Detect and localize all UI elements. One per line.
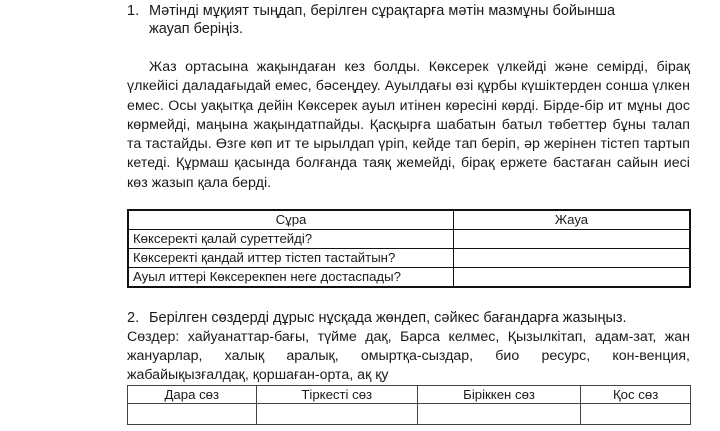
paired-word-column-header: Қос сөз [581,386,691,404]
answer-column-header: Жауа [454,210,691,230]
answer-cell[interactable] [454,249,691,268]
answer-cell[interactable] [417,404,580,425]
task-1-heading-line-1: Мәтінді мұқият тыңдап, берілген сұрақтарға мәтін мазмұны бойынша [149,3,616,19]
question-cell: Ауыл иттері Көксерекпен неге достаспады? [128,268,454,288]
question-cell: Көксеректі қалай суреттейді? [128,230,454,249]
compound-word-column-header: Біріккен сөз [417,386,580,404]
task-1-number: 1. [127,3,140,19]
table-header-row [128,386,691,404]
table-row [128,230,690,249]
word-list: Сөздер: хайуанаттар-бағы, түйме дақ, Барса келмес, Қызылкітап, адам-зат, жан жануарлар, халық аралық, омыртқа-сыздар, био ресурс, кон-венция, жабайықызғалдақ, қоршаған-орта, ақ қу [127,329,690,384]
task-1-heading-line-2: жауап беріңіз. [149,21,244,37]
question-answer-table [127,209,691,288]
question-column-header: Сұра [128,210,454,230]
answer-cell[interactable] [128,404,257,425]
task-2-heading-text: Берілген сөздерді дұрыс нұсқада жөндеп, сәйкес бағандарға жазыңыз. [149,310,627,326]
table-row [128,404,691,425]
task-2-number: 2. [127,310,140,326]
table-header-row [128,210,690,230]
answer-cell[interactable] [256,404,417,425]
phrase-word-column-header: Тіркесті сөз [256,386,417,404]
question-cell: Көксеректі қандай иттер тістеп тастайтын? [128,249,454,268]
simple-word-column-header: Дара сөз [128,386,257,404]
table-row [128,249,690,268]
answer-cell[interactable] [454,268,691,288]
reading-passage: Жаз ортасына жақындаған кез болды. Көксерек үлкейді және семірді, бірақ үлкейісі даладағыдай емес, бәсеңдеу. Ауылдағы өзі құрбы күшіктерден сонша үлкен емес. Осы уақытқа дейін Көксерек ауыл итінен көресіні көрді. Бірде-бір ит мұны дос көрмейді, маңына жақындатпайды. Қасқырға шабатын батыл төбеттер бұны талап та тастайды. Өзге көп ит те ырылдап үріп, кейде тап беріп, әр жерінен тістеп тартып кетеді. Құрмаш қасында болғанда таяқ жемейді, бірақ ержете бастаған сайын иесі көз жазып қала берді. [127,59,690,191]
table-row [128,268,690,288]
word-classification-table [127,385,691,425]
answer-cell[interactable] [581,404,691,425]
answer-cell[interactable] [454,230,691,249]
